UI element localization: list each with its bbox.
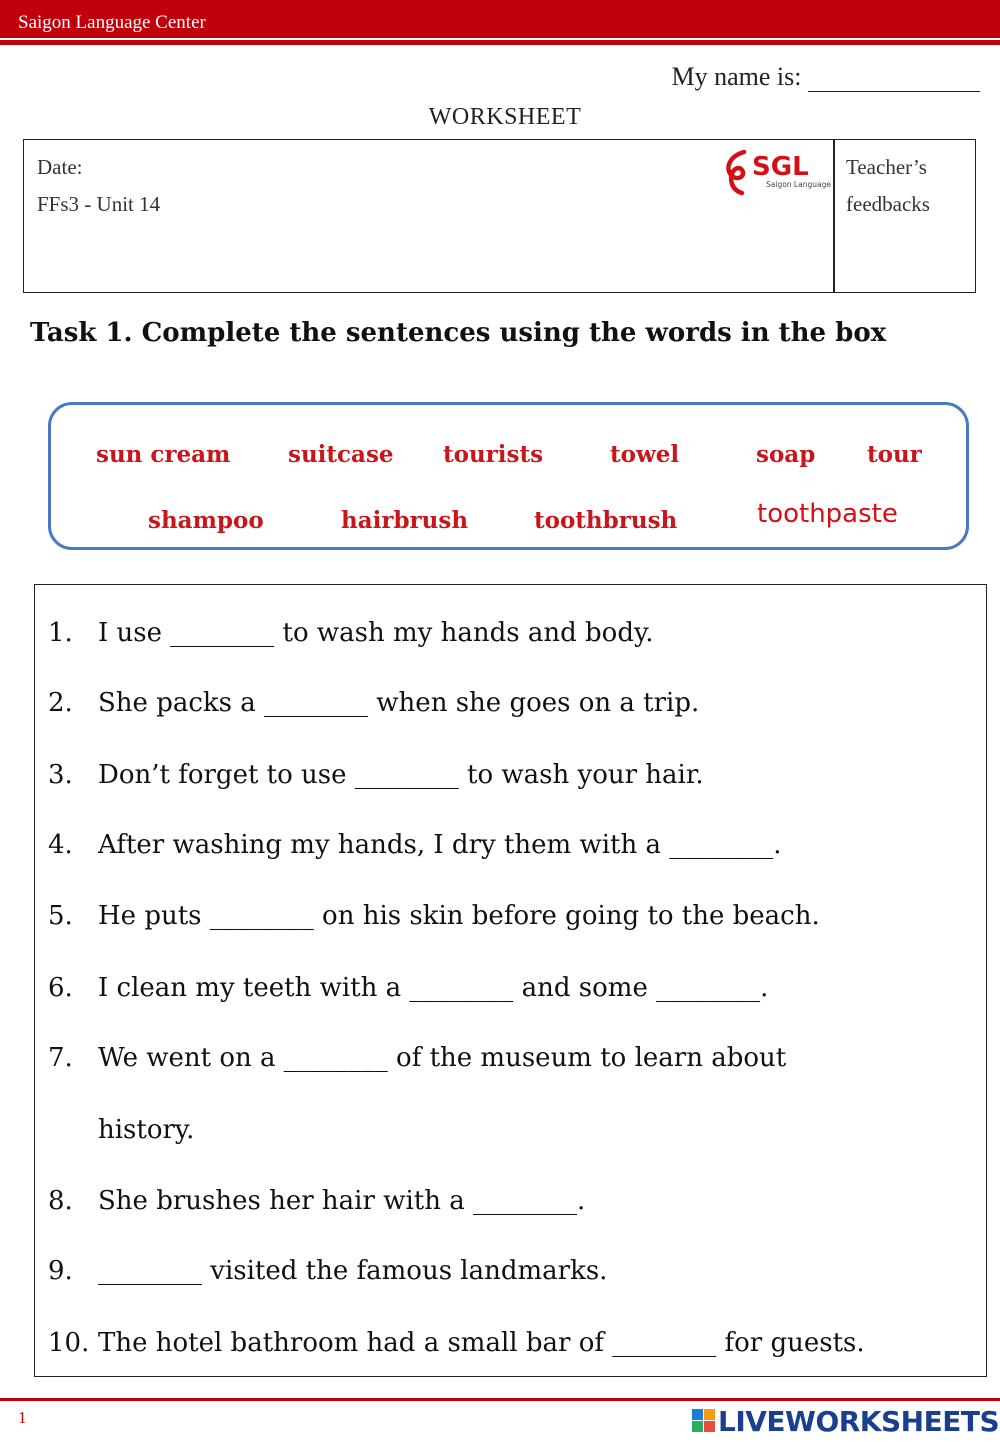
sentence-text: We went on a ________ of the museum to learn about (98, 1043, 787, 1073)
name-blank[interactable] (808, 65, 980, 92)
sentence-number: 3. (48, 760, 73, 790)
sentence-text: I clean my teeth with a ________ and some ________. (98, 973, 769, 1003)
feedback-label-line1: Teacher’s (846, 155, 927, 179)
info-box-divider (833, 140, 835, 292)
sentence-number: 1. (48, 618, 73, 648)
task-title: Task 1. Complete the sentences using the words in the box (30, 318, 887, 348)
sentence-text: After washing my hands, I dry them with a ________. (98, 830, 782, 860)
feedback-label-line2: feedbacks (846, 192, 930, 216)
word-towel: towel (610, 441, 680, 468)
liveworksheets-icon (692, 1409, 716, 1433)
word-hairbrush: hairbrush (341, 507, 469, 534)
sgl-logo (722, 146, 832, 196)
sentence-number: 4. (48, 830, 73, 860)
date-label: Date: (37, 155, 83, 179)
word-toothpaste: toothpaste (757, 499, 898, 529)
unit-label: FFs3 - Unit 14 (37, 192, 161, 216)
name-row (672, 62, 981, 92)
name-label: My name is: (671, 62, 802, 91)
sentence-number: 6. (48, 973, 73, 1003)
liveworksheets-text: LIVEWORKSHEETS (718, 1405, 1000, 1438)
sentence-number: 9. (48, 1256, 73, 1286)
sentence-number: 2. (48, 688, 73, 718)
sentence-number: 8. (48, 1186, 73, 1216)
sentence-text: Don’t forget to use ________ to wash your hair. (98, 760, 704, 790)
word-shampoo: shampoo (148, 507, 264, 534)
sentence-text: history. (98, 1115, 195, 1145)
sentence-number: 10. (48, 1328, 90, 1358)
info-box (23, 139, 976, 293)
worksheet-title: WORKSHEET (428, 104, 582, 130)
sentence-number: 7. (48, 1043, 73, 1073)
sentence-text: He puts ________ on his skin before going to the beach. (98, 901, 820, 931)
footer-divider (0, 1398, 1000, 1401)
sentence-text: The hotel bathroom had a small bar of ________ for guests. (98, 1328, 865, 1358)
sentence-number: 5. (48, 901, 73, 931)
word-soap: soap (756, 441, 816, 468)
sentence-text: I use ________ to wash my hands and body. (98, 618, 654, 648)
header-bar (0, 0, 1000, 38)
sentence-text: She packs a ________ when she goes on a trip. (98, 688, 700, 718)
word-toothbrush: toothbrush (534, 507, 678, 534)
center-name: Saigon Language Center (18, 12, 206, 33)
logo-text: SGL (752, 152, 809, 182)
page-number: 1 (18, 1408, 27, 1427)
word-sun-cream: sun cream (96, 441, 231, 468)
sentence-text: She brushes her hair with a ________. (98, 1186, 586, 1216)
sentence-text: ________ visited the famous landmarks. (98, 1256, 608, 1286)
header-divider (0, 40, 1000, 45)
word-suitcase: suitcase (288, 441, 394, 468)
word-tour: tour (867, 441, 922, 468)
logo-subtext: Saigon Language (766, 180, 831, 189)
word-tourists: tourists (443, 441, 544, 468)
